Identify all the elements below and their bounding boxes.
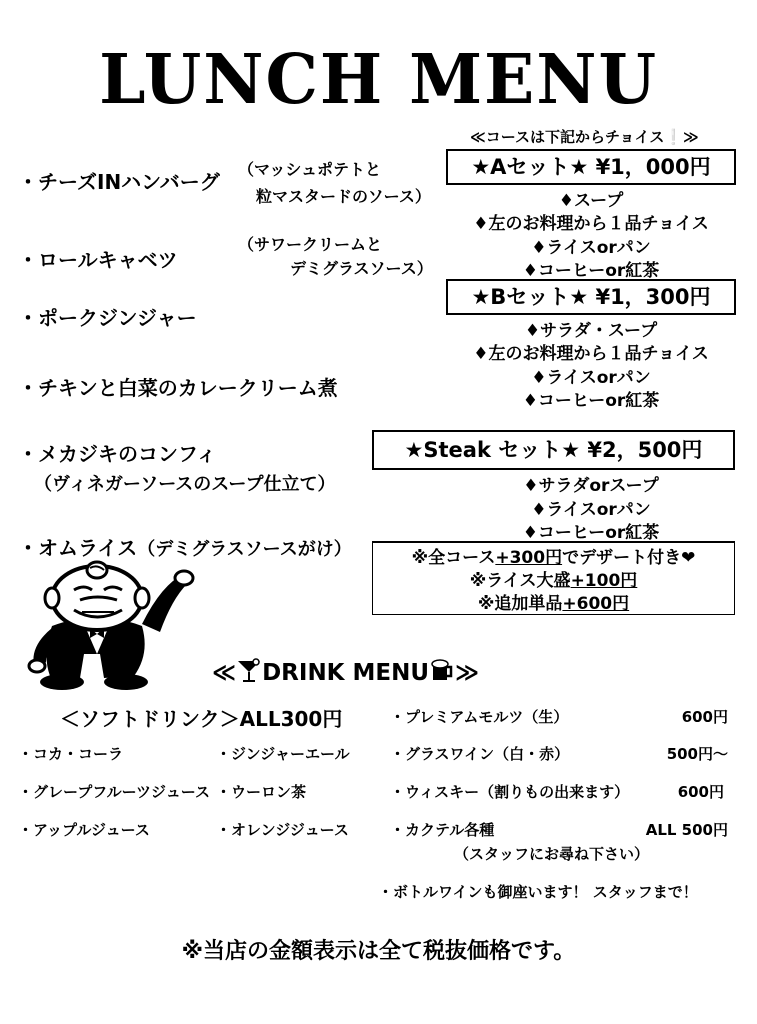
alcohol-price: 500円～ xyxy=(666,745,728,763)
soft-drink-item: ・オレンジジュース xyxy=(216,821,349,839)
set-b-label: ★Bセット★ ¥1，300円 xyxy=(446,279,736,315)
set-a-item: ♦コーヒーor紅茶 xyxy=(522,261,660,281)
soft-drink-item: ・グレープフルーツジュース xyxy=(18,783,211,801)
dish-note: （サワークリームと xyxy=(238,235,383,254)
set-a-label: ★Aセット★ ¥1，000円 xyxy=(446,149,736,185)
dish-pork-ginger: ・ポークジンジャー xyxy=(18,306,197,330)
soft-drink-header: ＜ソフトドリンク＞ALL300円 xyxy=(60,707,343,731)
extras-line: ※ライス大盛+100円 xyxy=(469,571,638,591)
set-steak-label: ★Steak セット★ ¥2，500円 xyxy=(372,430,735,470)
tax-note: ※当店の金額表示は全て税抜価格です。 xyxy=(181,939,576,964)
waiter-illustration xyxy=(22,554,197,694)
extras-line: ※全コース+300円でデザート付き❤ xyxy=(411,548,696,568)
dish-note: （ヴィネガーソースのスープ仕立て） xyxy=(34,474,336,495)
set-b-item: ♦左のお料理から１品チョイス xyxy=(473,344,709,364)
soft-drink-item: ・ジンジャーエール xyxy=(216,745,350,763)
dish-chicken-curry: ・チキンと白菜のカレークリーム煮 xyxy=(18,376,338,400)
beer-mug-icon xyxy=(429,658,455,684)
course-header: ≪コースは下記からチョイス❕≫ xyxy=(470,128,699,146)
bottle-wine-note: ・ボトルワインも御座います！ スタッフまで！ xyxy=(378,883,698,901)
soft-drink-item: ・アップルジュース xyxy=(18,821,150,839)
set-steak-item: ♦コーヒーor紅茶 xyxy=(522,523,660,543)
alcohol-item: ・プレミアムモルツ（生） xyxy=(390,708,569,726)
set-b-item: ♦ライスorパン xyxy=(531,368,651,388)
dish-omurice: ・オムライス（デミグラスソースがけ） xyxy=(18,536,352,560)
set-a-item: ♦スープ xyxy=(558,191,624,211)
soft-drink-item: ・コカ・コーラ xyxy=(18,745,124,763)
alcohol-price: 600円 xyxy=(681,708,728,726)
alcohol-item: ・カクテル各種 xyxy=(390,821,495,839)
alcohol-item: ・グラスワイン（白・赤） xyxy=(390,745,570,763)
extras-line: ※追加単品+600円 xyxy=(477,594,630,614)
alcohol-price: 600円 xyxy=(677,783,724,801)
soft-drink-item: ・ウーロン茶 xyxy=(216,783,307,801)
dish-roll-cabbage: ・ロールキャベツ xyxy=(18,248,178,272)
alcohol-price: ALL 500円 xyxy=(645,821,728,839)
cocktail-glass-icon xyxy=(236,658,262,684)
alcohol-item: ・ウィスキー（割りもの出来ます） xyxy=(390,783,630,801)
set-steak-item: ♦サラダorスープ xyxy=(523,476,659,496)
set-steak-item: ♦ライスorパン xyxy=(531,500,651,520)
set-a-item: ♦ライスorパン xyxy=(531,238,651,258)
set-b-item: ♦コーヒーor紅茶 xyxy=(522,391,660,411)
dish-note: 粒マスタードのソース） xyxy=(256,187,431,206)
dish-note: （マッシュポテトと xyxy=(238,160,382,179)
page-title: LUNCH MENU xyxy=(99,40,658,120)
drink-menu-title: ≪ DRINK MENU ≫ xyxy=(212,660,480,686)
set-b-item: ♦サラダ・スープ xyxy=(524,321,658,341)
cocktail-note: （スタッフにお尋ね下さい） xyxy=(454,845,650,863)
dish-note: デミグラスソース） xyxy=(290,259,433,278)
dish-swordfish-confit: ・メカジキのコンフィ xyxy=(18,442,217,466)
dish-cheese-hamburg: ・チーズINハンバーグ xyxy=(18,170,220,194)
set-a-item: ♦左のお料理から１品チョイス xyxy=(473,214,709,234)
